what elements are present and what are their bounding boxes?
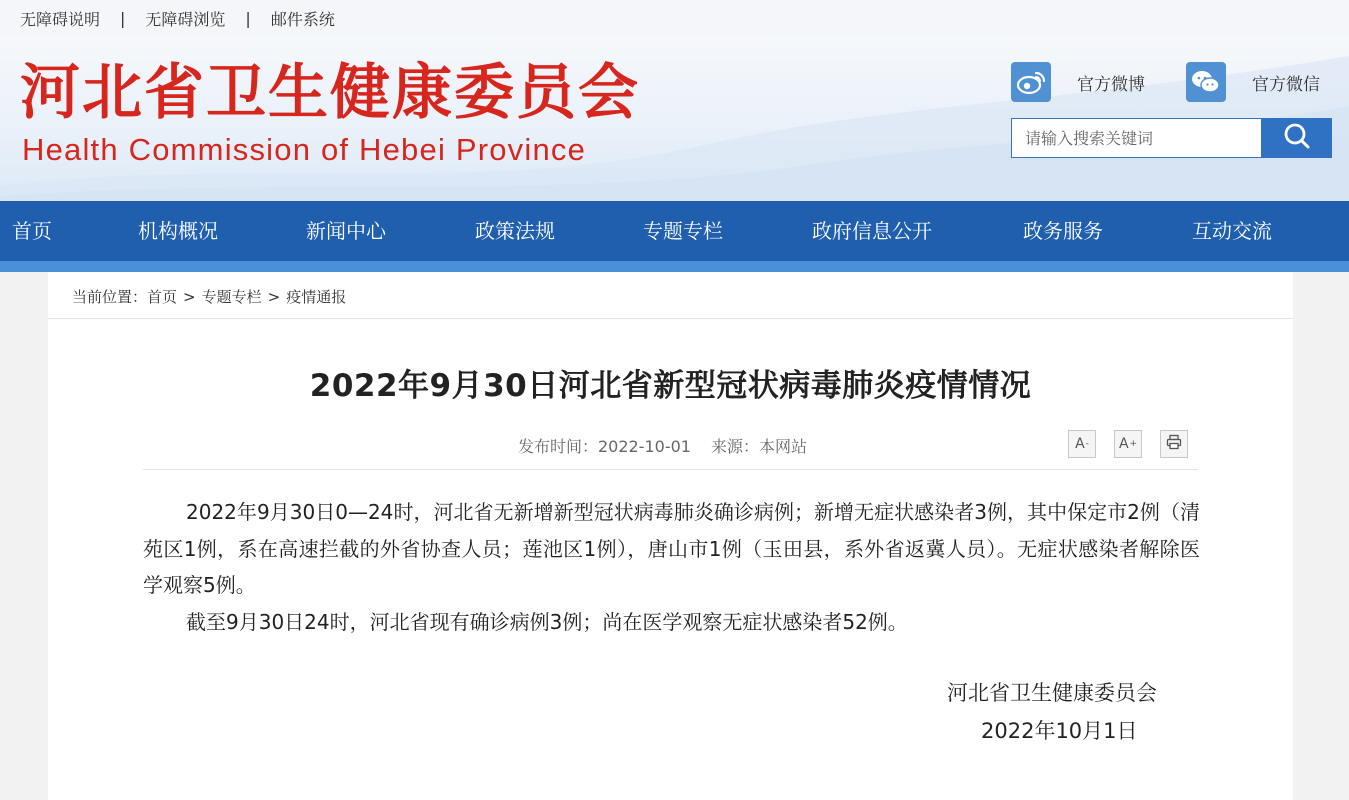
print-button[interactable] (1160, 430, 1188, 458)
accessibility-info-link[interactable]: 无障碍说明 (20, 9, 101, 29)
weibo-icon (1011, 62, 1051, 102)
divider (143, 469, 1198, 470)
nav-item-about[interactable]: 机构概况 (138, 219, 218, 243)
article-paragraph: 2022年9月30日0—24时，河北省无新增新型冠状病毒肺炎确诊病例；新增无症状感染者3例，其中保定市2例（清苑区1例，系在高速拦截的外省协查人员；莲池区1例），唐山市1例（玉田县，系外省返冀人员）。无症状感染者解除医学观察5例。 (143, 500, 1200, 597)
official-weibo-link[interactable] (1011, 62, 1145, 102)
nav-item-interaction[interactable]: 互动交流 (1192, 219, 1272, 243)
wechat-icon (1186, 62, 1226, 102)
breadcrumb-prefix: 当前位置： (72, 288, 148, 306)
nav-item-topics[interactable]: 专题专栏 (643, 219, 723, 243)
nav-accent-strip (0, 261, 1349, 272)
nav-item-home[interactable]: 首页 (12, 219, 52, 243)
site-logo-chinese[interactable]: 河北省卫生健康委员会 (20, 58, 640, 128)
separator: | (120, 8, 126, 28)
nav-item-policy[interactable]: 政策法规 (475, 219, 555, 243)
site-logo-english[interactable]: Health Commission of Hebei Province (22, 132, 587, 167)
breadcrumb-epidemic-report[interactable]: 疫情通报 (286, 288, 347, 306)
font-larger-label: A (1118, 436, 1129, 452)
search-box (1011, 118, 1332, 158)
wechat-label: 官方微信 (1252, 74, 1320, 95)
divider (48, 318, 1293, 319)
top-utility-bar (0, 0, 1349, 36)
nav-item-services[interactable]: 政务服务 (1023, 219, 1103, 243)
article-source: 来源：本网站 (711, 437, 808, 456)
breadcrumb-topics[interactable]: 专题专栏 (201, 288, 262, 306)
breadcrumb-arrow: > (183, 288, 196, 306)
nav-item-news[interactable]: 新闻中心 (306, 219, 386, 243)
font-smaller-label: A (1075, 436, 1085, 452)
article-body (143, 494, 1200, 640)
signature-date: 2022年10月1日 (981, 719, 1138, 743)
content-card (48, 272, 1293, 800)
article-tools (1068, 430, 1206, 458)
accessible-browse-link[interactable]: 无障碍浏览 (145, 9, 226, 29)
site-header (0, 36, 1349, 201)
breadcrumb (72, 286, 346, 307)
font-larger-mark: + (1129, 439, 1138, 449)
search-icon (1283, 122, 1311, 154)
search-button[interactable] (1261, 118, 1332, 158)
breadcrumb-home[interactable]: 首页 (147, 288, 178, 306)
weibo-label: 官方微博 (1077, 74, 1145, 95)
official-wechat-link[interactable] (1186, 62, 1320, 102)
article-title: 2022年9月30日河北省新型冠状病毒肺炎疫情情况 (309, 368, 1032, 404)
nav-item-gov-info[interactable]: 政府信息公开 (812, 219, 932, 243)
font-larger-button[interactable] (1114, 430, 1142, 458)
signature-organization: 河北省卫生健康委员会 (947, 681, 1157, 705)
separator: | (245, 8, 251, 28)
breadcrumb-arrow: > (267, 288, 281, 306)
print-icon (1166, 434, 1182, 454)
article-paragraph: 截至9月30日24时，河北省现有确诊病例3例；尚在医学观察无症状感染者52例。 (186, 609, 908, 634)
publish-date: 发布时间：2022-10-01 (518, 437, 691, 456)
article-meta (518, 434, 807, 457)
mail-system-link[interactable]: 邮件系统 (270, 9, 335, 29)
font-smaller-button[interactable] (1068, 430, 1096, 458)
font-smaller-mark: - (1085, 439, 1089, 449)
main-nav (0, 201, 1349, 261)
search-input[interactable] (1011, 118, 1261, 158)
